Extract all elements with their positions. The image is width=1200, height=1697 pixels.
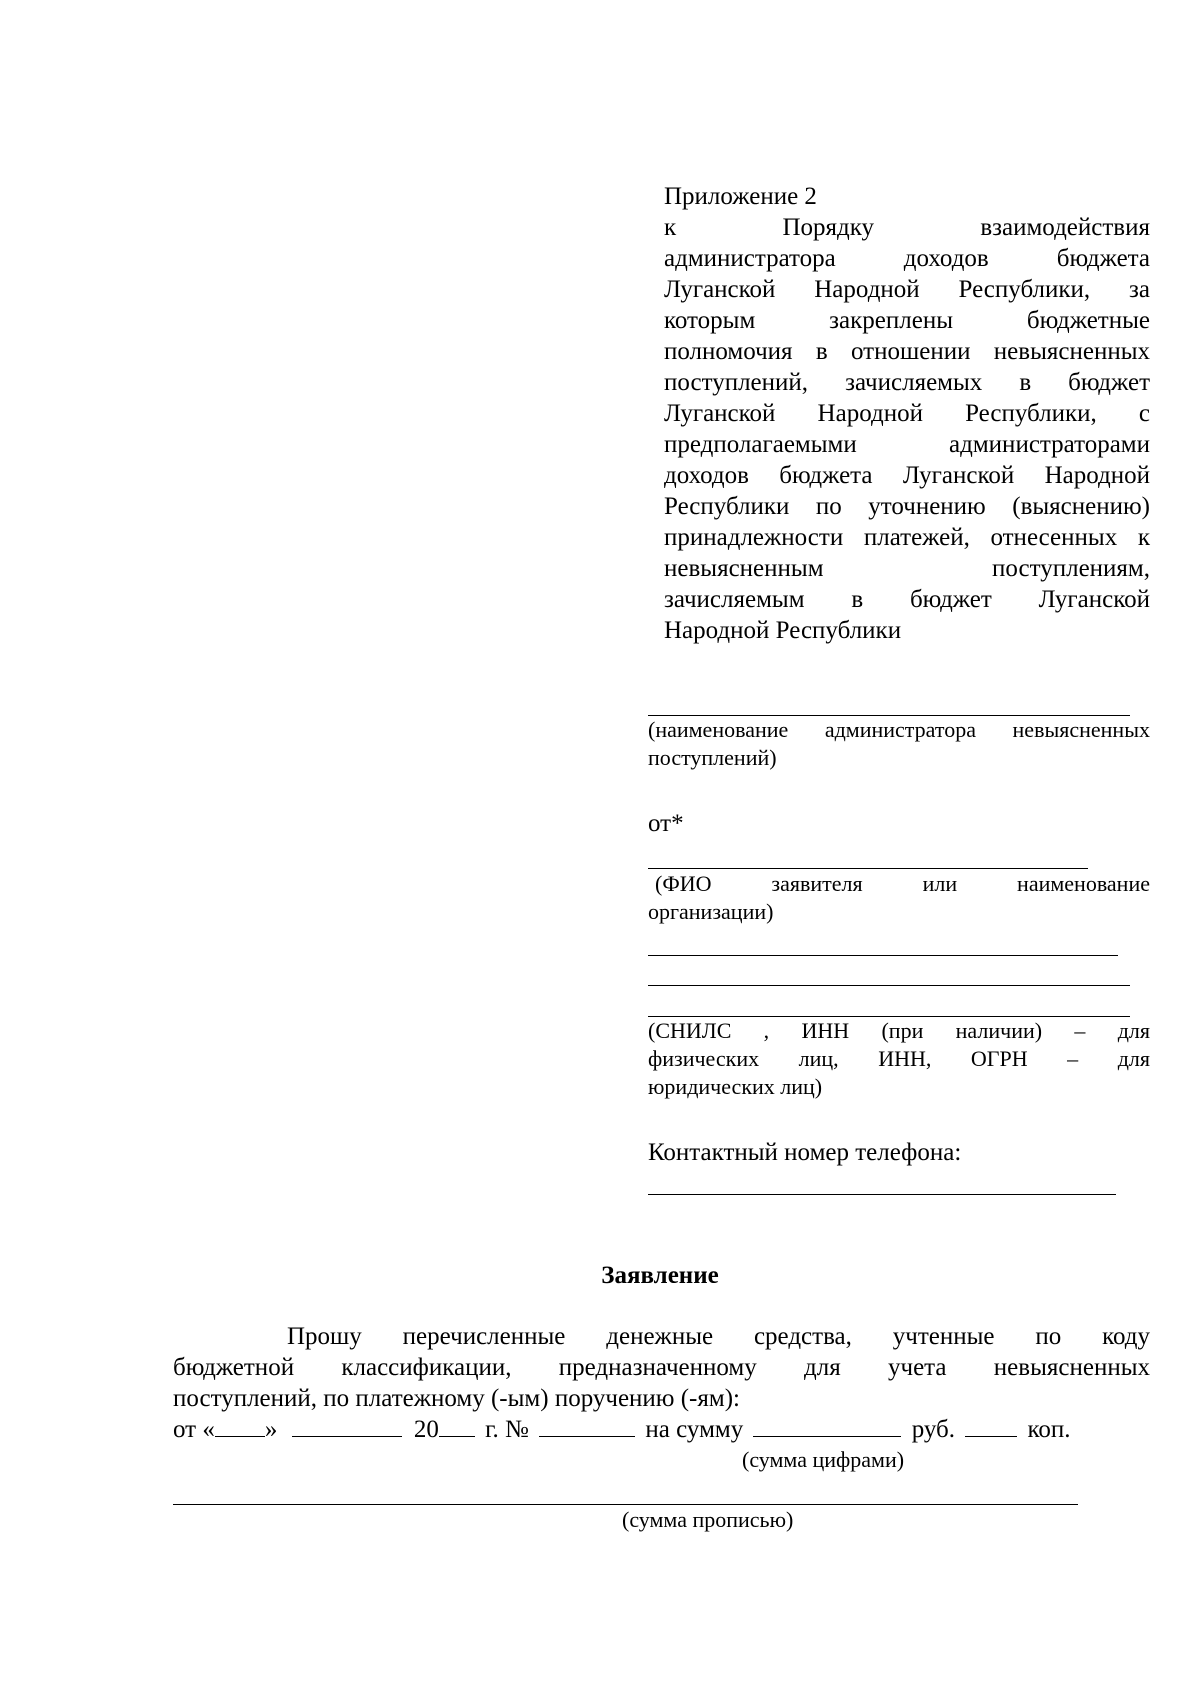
appendix-line: администратора доходов бюджета [664,245,1150,272]
appendix-line: Республики по уточнению (выяснению) [664,493,1150,520]
appendix-line: Луганской Народной Республики, с [664,400,1150,427]
ids-caption-line3: юридических лиц) [648,1074,823,1099]
appendix-last-line: Народной Республики [664,617,902,644]
amount-words-line[interactable] [173,1504,1078,1505]
appendix-line: которым закреплены бюджетные [664,307,1150,334]
phone-label: Контактный номер телефона: [648,1139,962,1166]
statement-line2: бюджетной классификации, предназначенному для учета невыясненных [173,1354,1150,1381]
recipient-caption-line2: поступлений) [648,745,777,770]
recipient-caption [648,716,1150,772]
appendix-line: принадлежности платежей, отнесенных к [664,524,1150,551]
sender-caption [648,870,1150,926]
kop-label: коп. [1027,1416,1071,1443]
appendix-line: полномочия в отношении невыясненных [664,338,1150,365]
appendix-title: Приложение 2 [664,183,817,210]
appendix-line: зачисляемым в бюджет Луганской [664,586,1150,613]
rub-label: руб. [911,1416,956,1443]
appendix-text [664,212,1150,615]
statement-title: Заявление [601,1262,719,1289]
appendix-line: Луганской Народной Республики, за [664,276,1150,303]
ids-caption [648,1017,1150,1101]
order-number-field[interactable] [539,1414,635,1437]
year-suffix: г. № [485,1416,529,1443]
from-prefix: от « [173,1416,215,1443]
sender-caption-line1: (ФИО заявителя или наименование [655,871,1150,896]
statement-line3: поступлений, по платежному (-ым) поручению (-ям): [173,1385,740,1412]
phone-line[interactable] [648,1194,1116,1195]
year-prefix: 20 [413,1416,439,1443]
appendix-line: невыясненным поступлениям, [664,555,1150,582]
month-field[interactable] [292,1414,402,1437]
appendix-line: поступлений, зачисляемых в бюджет [664,369,1150,396]
recipient-caption-line1: (наименование администратора невыясненных [648,717,1150,742]
statement-paragraph [173,1321,1150,1445]
appendix-line: доходов бюджета Луганской Народной [664,462,1150,489]
payment-details-row [173,1414,1150,1445]
amount-label: на сумму [645,1416,744,1443]
year-field[interactable] [439,1414,475,1437]
appendix-block [664,181,1150,646]
ids-caption-line2: физических лиц, ИНН, ОГРН – для [648,1046,1150,1071]
amount-digits-caption: (сумма цифрами) [742,1447,905,1472]
amount-rub-field[interactable] [753,1414,901,1437]
ids-caption-line1: (СНИЛС , ИНН (при наличии) – для [648,1018,1150,1043]
ids-line-2[interactable] [648,985,1130,986]
sender-caption-line2: организации) [648,899,774,924]
statement-line1: Прошу перечисленные денежные средства, учтенные по коду [287,1323,1150,1350]
amount-words-caption: (сумма прописью) [622,1507,794,1532]
amount-kop-field[interactable] [965,1414,1017,1437]
day-field[interactable] [215,1414,265,1437]
appendix-line: предполагаемыми администраторами [664,431,1150,458]
close-quote: » [264,1416,278,1443]
from-label: от* [648,810,684,837]
ids-line-1[interactable] [648,955,1118,956]
sender-name-line[interactable] [648,868,1088,869]
appendix-line: к Порядку взаимодействия [664,214,1150,241]
